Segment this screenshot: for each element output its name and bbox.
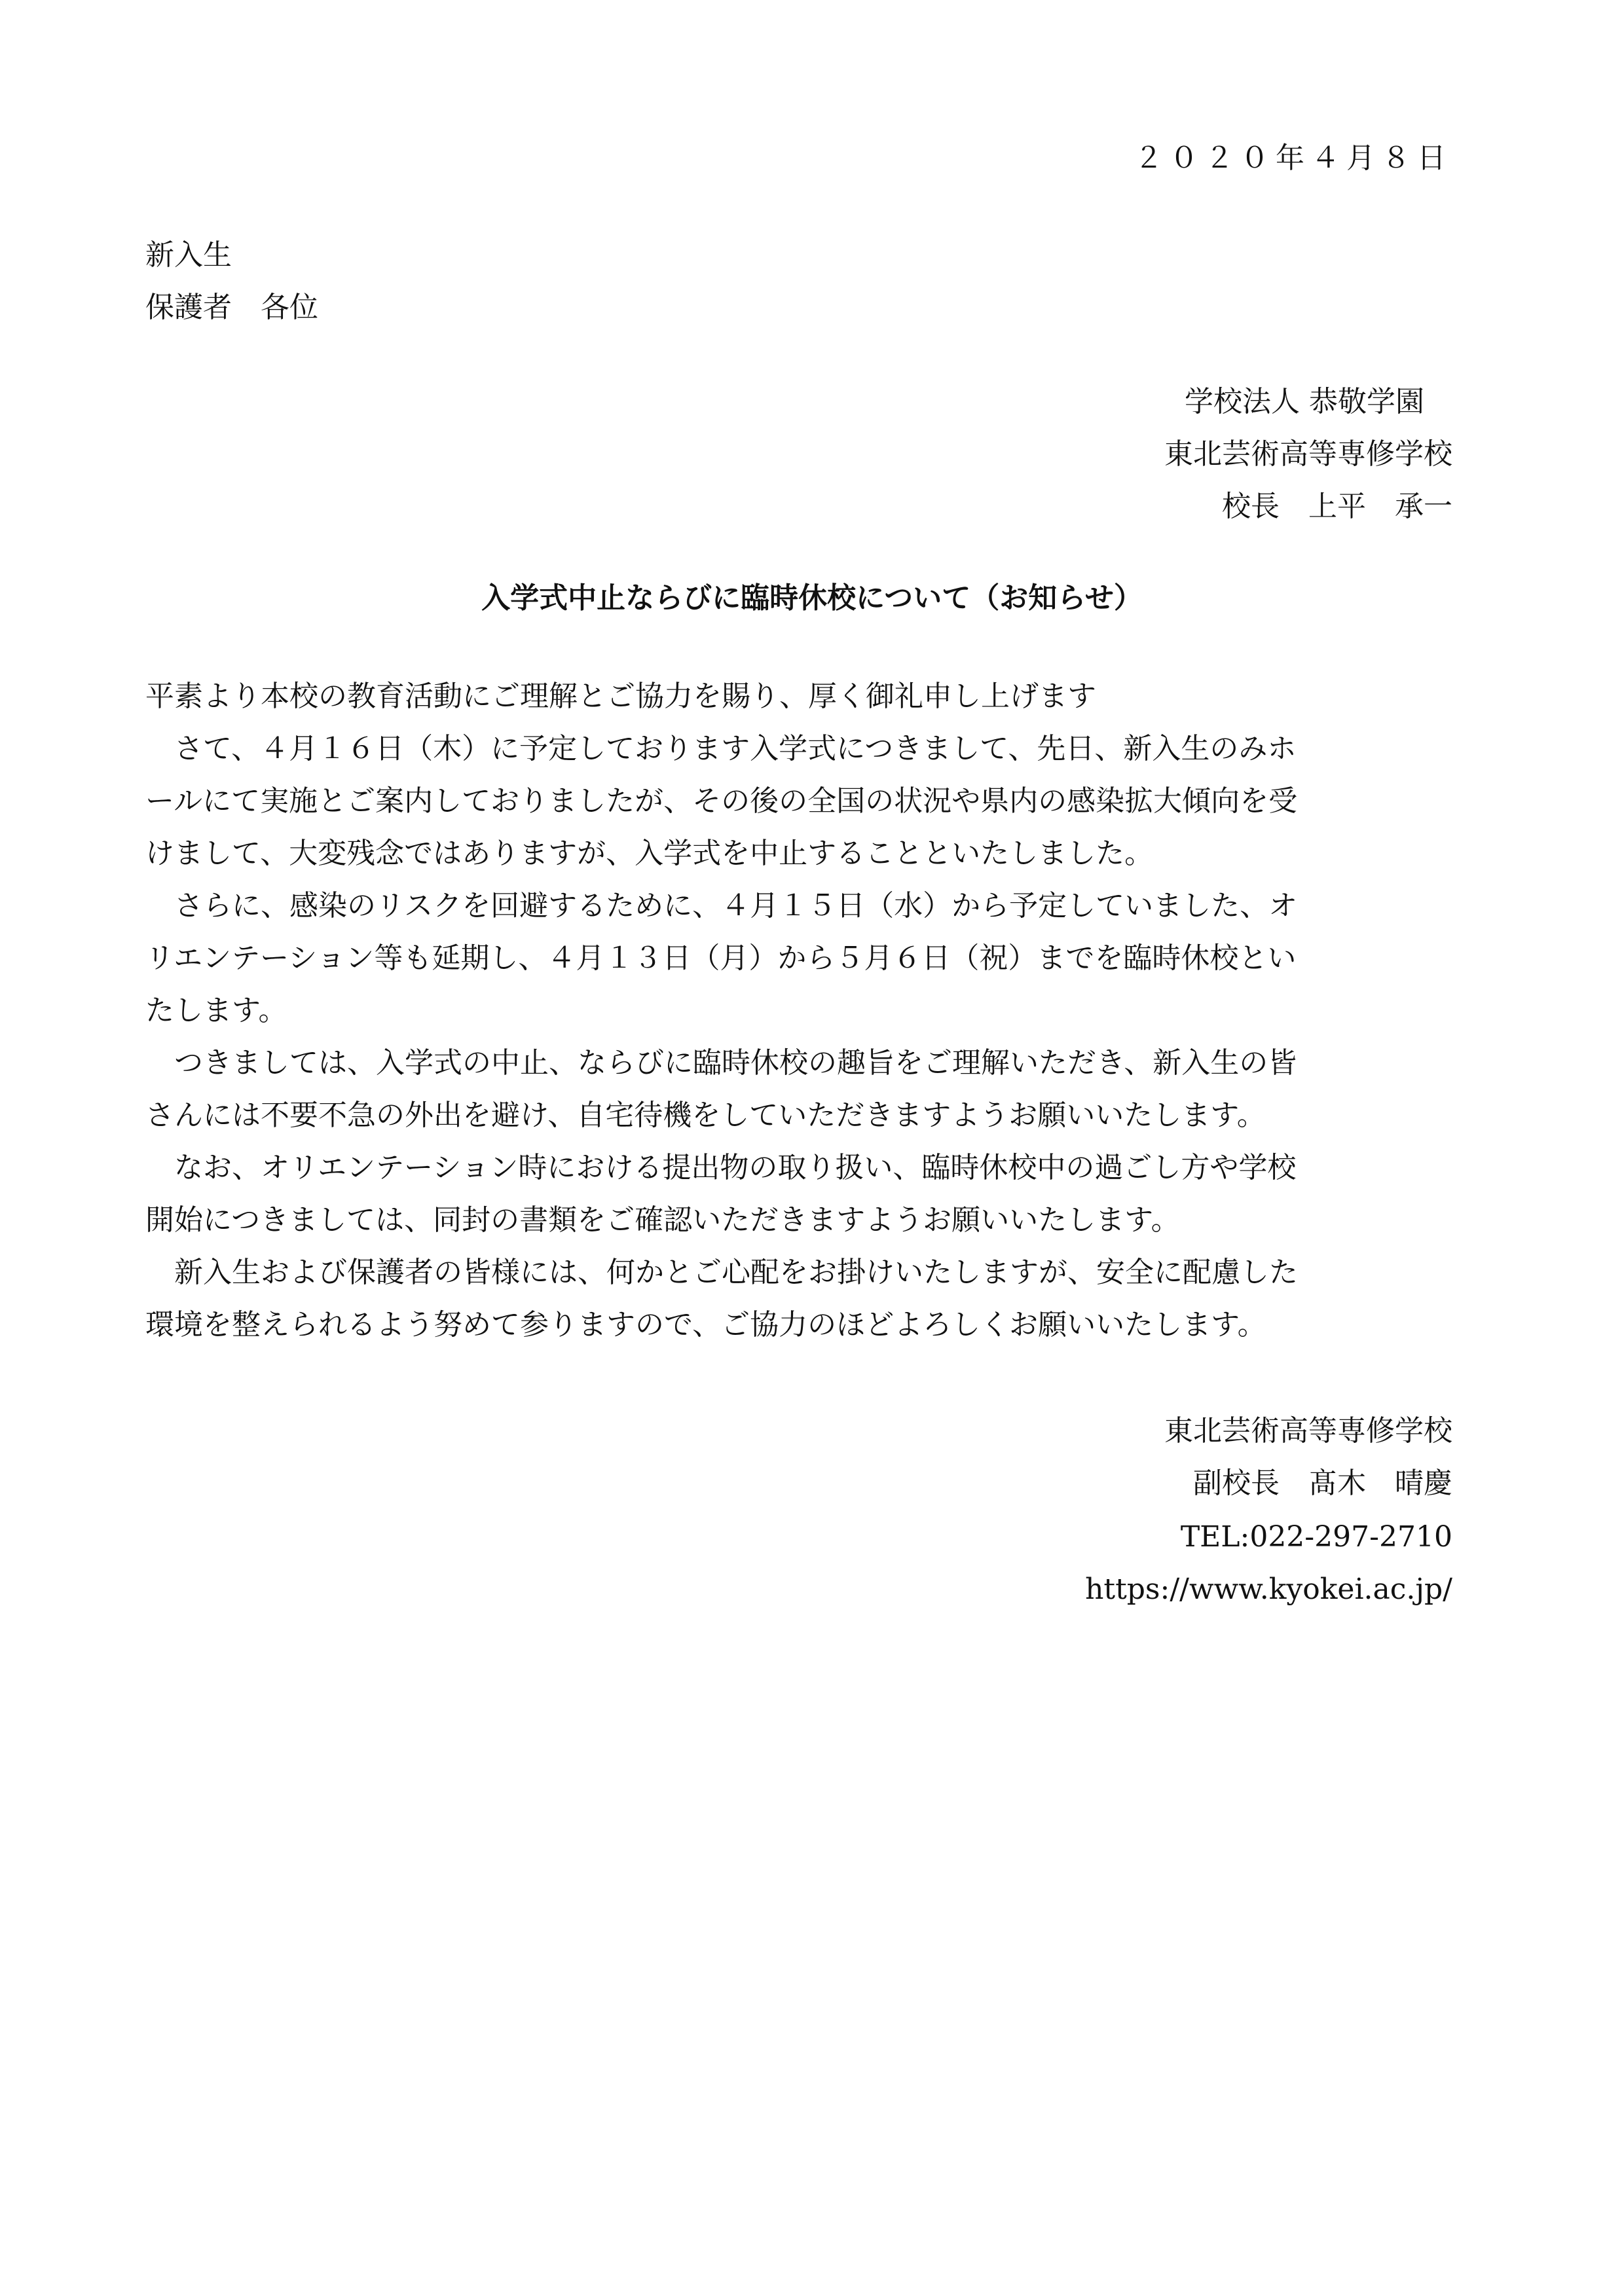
body-line: ールにて実施とご案内しておりましたが、その後の全国の状況や県内の感染拡大傾向を受 bbox=[145, 784, 1298, 818]
body-line: つきましては、入学式の中止、ならびに臨時休校の趣旨をご理解いただき、新入生の皆 bbox=[145, 1046, 1297, 1080]
body-line: 平素より本校の教育活動にご理解とご協力を賜り、厚く御礼申し上げます bbox=[145, 680, 1096, 713]
body-line: けまして、大変残念ではありますが、入学式を中止することといたしました。 bbox=[145, 837, 1154, 870]
body-line: 環境を整えられるよう努めて参りますので、ご協力のほどよろしくお願いいたします。 bbox=[145, 1308, 1266, 1341]
addressee-line-2: 保護者 各位 bbox=[145, 291, 318, 324]
document-title: 入学式中止ならびに臨時休校について（お知らせ） bbox=[481, 581, 1143, 615]
body-line: さんには不要不急の外出を避け、自宅待機をしていただきますようお願いいたします。 bbox=[145, 1099, 1266, 1132]
body-line: たします。 bbox=[145, 994, 287, 1027]
body-line: なお、オリエンテーション時における提出物の取り扱い、臨時休校中の過ごし方や学校 bbox=[145, 1151, 1297, 1184]
signature-url: https://www.kyokei.ac.jp/ bbox=[1085, 1573, 1452, 1606]
sender-school: 東北芸術高等専修学校 bbox=[1164, 437, 1452, 471]
document-date: ２０２０年４月８日 bbox=[1134, 141, 1452, 175]
document-body bbox=[145, 670, 1455, 1351]
body-line: リエンテーション等も延期し、４月１３日（月）から５月６日（祝）までを臨時休校とい bbox=[145, 941, 1297, 975]
body-line: さらに、感染のリスクを回避するために、４月１５日（水）から予定していました、オ bbox=[145, 889, 1298, 922]
signature-tel: TEL:022-297-2710 bbox=[1180, 1520, 1452, 1554]
signature-vice-principal: 副校長 髙木 晴慶 bbox=[1193, 1467, 1452, 1500]
body-line: さて、４月１６日（木）に予定しております入学式につきまして、先日、新入生のみホ bbox=[145, 732, 1297, 765]
signature-school: 東北芸術高等専修学校 bbox=[1164, 1414, 1452, 1448]
sender-principal: 校長 上平 承一 bbox=[1222, 490, 1452, 523]
addressee-line-1: 新入生 bbox=[145, 238, 232, 272]
sender-corporation: 学校法人 恭敬学園 bbox=[1185, 385, 1424, 418]
body-line: 新入生および保護者の皆様には、何かとご心配をお掛けいたしますが、安全に配慮した bbox=[145, 1256, 1298, 1289]
body-line: 開始につきましては、同封の書類をご確認いただきますようお願いいたします。 bbox=[145, 1203, 1180, 1237]
